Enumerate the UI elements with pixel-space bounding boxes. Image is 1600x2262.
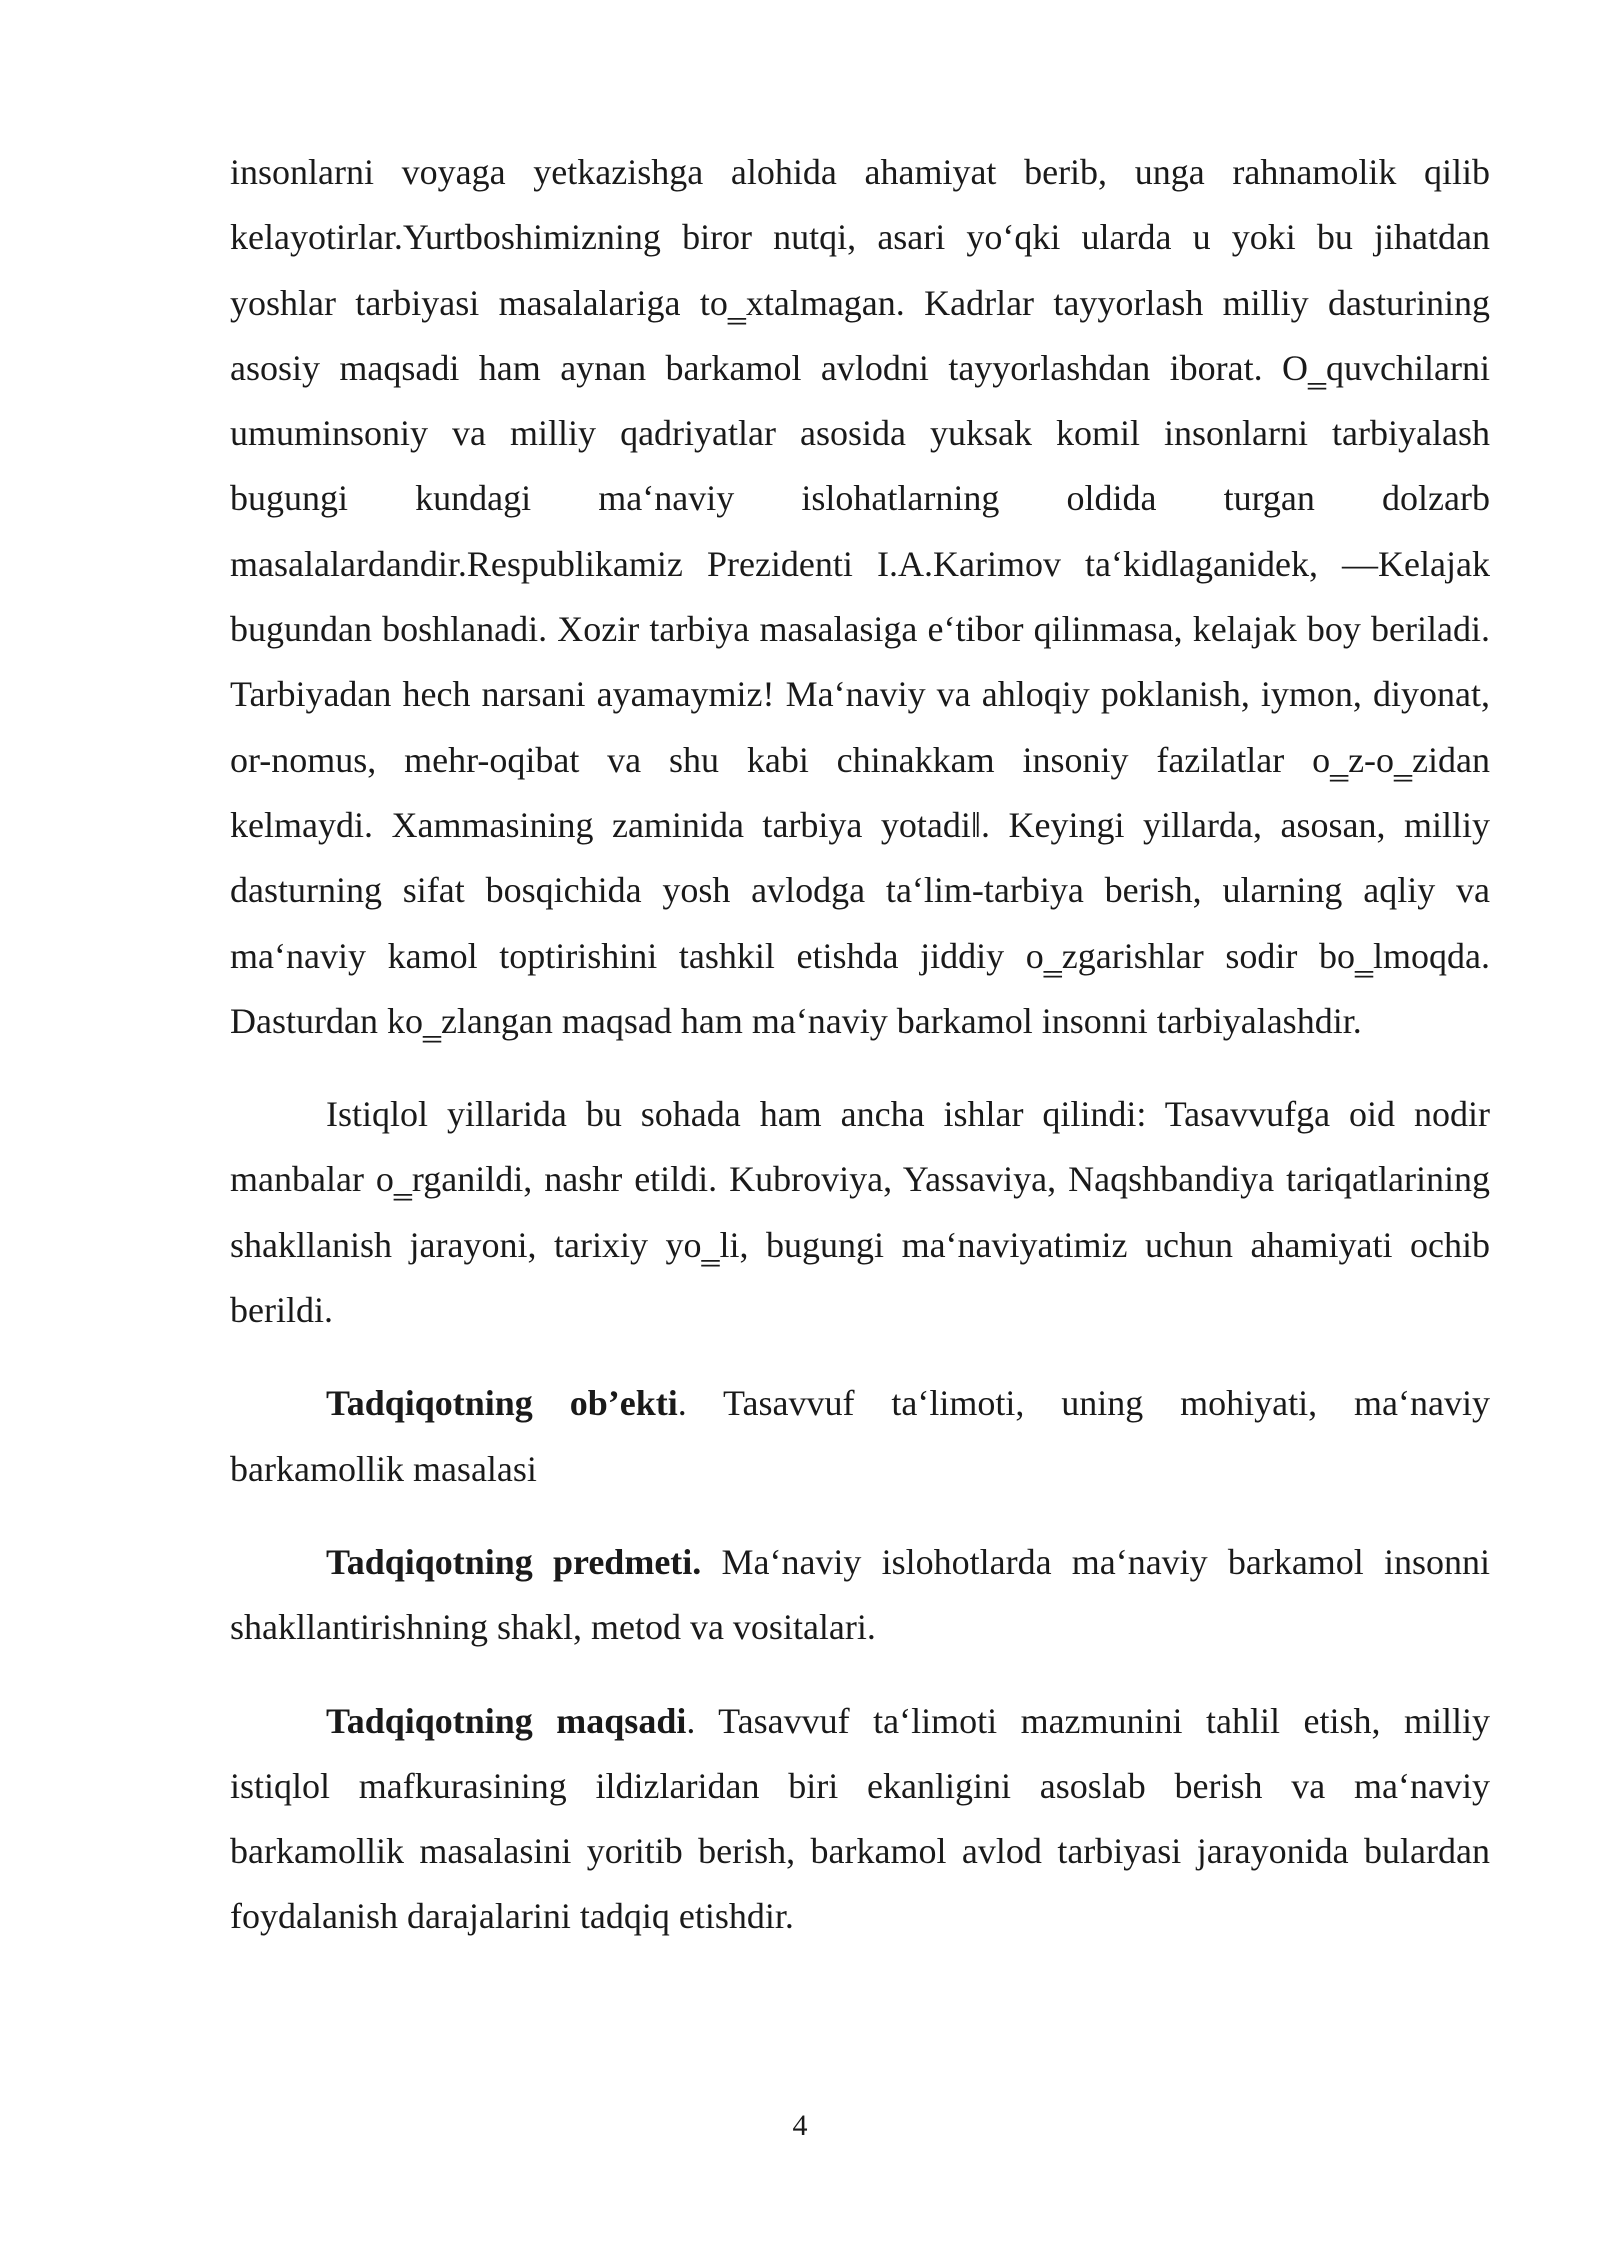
research-object-heading: Tadqiqotning ob’ekti: [326, 1383, 678, 1424]
paragraph-research-subject: [230, 1530, 1490, 1661]
paragraph-istiqlol: Istiqlol yillarida bu sohada ham ancha ishlar qilindi: Tasavvufga oid nodir manbalar o‗rganildi, nashr etildi. Kubroviya, Yassaviya, Naqshbandiya tariqatlarining shakllanish jarayoni, tarixiy yo‗li, bugungi ma‘naviyatimiz uchun ahamiyati ochib berildi.: [230, 1094, 1490, 1331]
paragraph-intro: insonlarni voyaga yetkazishga alohida ahamiyat berib, unga rahnamolik qilib kelayotirlar.Yurtboshimizning biror nutqi, asari yo‘qki ularda u yoki bu jihatdan yoshlar tarbiyasi masalalariga to‗xtalmagan. Kadrlar tayyorlash milliy dasturining asosiy maqsadi ham aynan barkamol avlodni tayyorlashdan iborat. O‗quvchilarni umuminsoniy va milliy qadriyatlar asosida yuksak komil insonlarni tarbiyalash bugungi kundagi ma‘naviy islohatlarning oldida turgan dolzarb masalalardandir.Respublikamiz Prezidenti I.A.Karimov ta‘kidlaganidek, ―Kelajak bugundan boshlanadi. Xozir tarbiya masalasiga e‘tibor qilinmasa, kelajak boy beriladi. Tarbiyadan hech narsani ayamaymiz! Ma‘naviy va ahloqiy poklanish, iymon, diyonat, or-nomus, mehr-oqibat va shu kabi chinakkam insoniy fazilatlar o‗z-o‗zidan kelmaydi. Xammasining zaminida tarbiya yotadi‖. Keyingi yillarda, asosan, milliy dasturning sifat bosqichida yosh avlodga ta‘lim-tarbiya berish, ularning aqliy va ma‘naviy kamol toptirishini tashkil etishda jiddiy o‗zgarishlar sodir bo‗lmoqda. Dasturdan ko‗zlangan maqsad ham ma‘naviy barkamol insonni tarbiyalashdir.: [230, 152, 1490, 1041]
research-goal-text: . Tasavvuf ta‘limoti mazmunini tahlil etish, milliy istiqlol mafkurasining ildizlaridan biri ekanligini asoslab berish va ma‘naviy barkamollik masalasini yoritib berish, barkamol avlod tarbiyasi jarayonida bulardan foydalanish darajalarini tadqiq etishdir.: [230, 1700, 1490, 1937]
research-object-text: . Tasavvuf ta‘limoti, uning mohiyati, ma‘naviy barkamollik masalasi: [230, 1383, 1491, 1489]
research-subject-heading: Tadqiqotning predmeti.: [326, 1541, 702, 1582]
page-number: 4: [792, 2109, 808, 2142]
paragraph-research-goal: [230, 1689, 1490, 1950]
paragraph-research-object: [230, 1371, 1490, 1502]
page-body: [230, 140, 1490, 1950]
research-goal-heading: Tadqiqotning maqsadi: [326, 1700, 687, 1741]
research-subject-text: Ma‘naviy islohotlarda ma‘naviy barkamol insonni shakllantirishning shakl, metod va vositalari.: [230, 1541, 1490, 1648]
